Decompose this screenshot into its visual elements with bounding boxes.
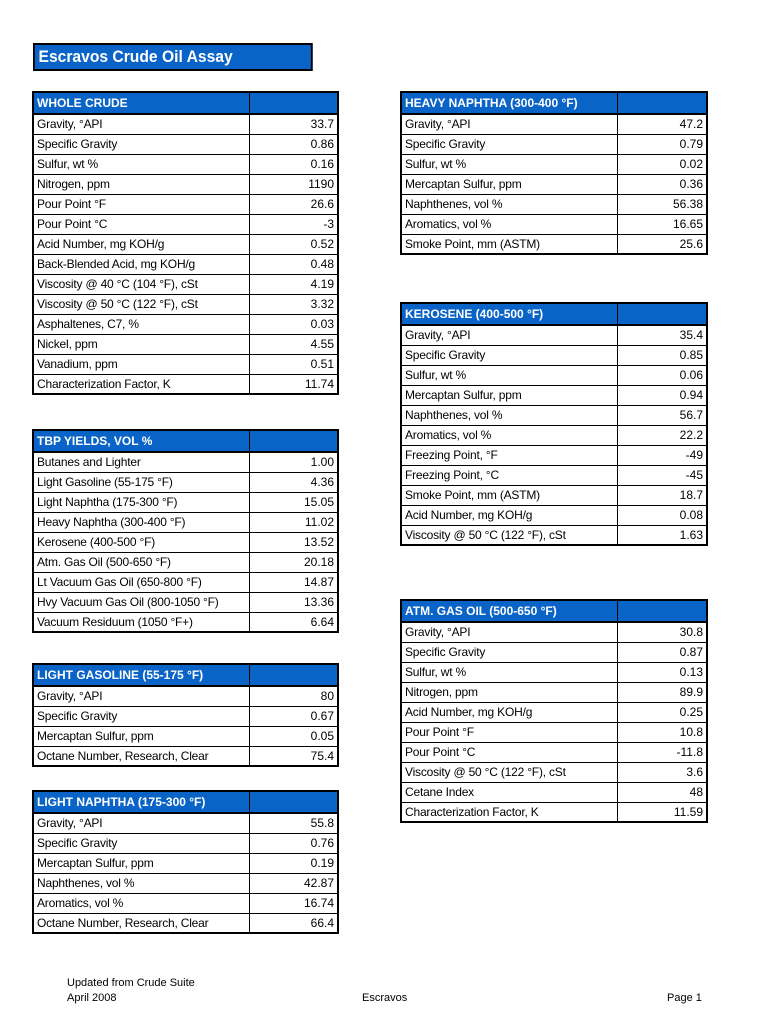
table-header-row	[401, 92, 707, 114]
property-label: Specific Gravity	[33, 134, 249, 154]
property-value: 11.74	[249, 374, 338, 394]
property-label: Asphaltenes, C7, %	[33, 314, 249, 334]
table-row	[401, 802, 707, 822]
table-row	[33, 154, 338, 174]
table-row	[33, 572, 338, 592]
table-header-row	[33, 430, 338, 452]
property-label: Atm. Gas Oil (500-650 °F)	[33, 552, 249, 572]
property-value: 0.08	[617, 505, 707, 525]
table-row	[401, 642, 707, 662]
section-heading-blank	[249, 791, 338, 813]
property-label: Viscosity @ 50 °C (122 °F), cSt	[33, 294, 249, 314]
property-value: 3.6	[617, 762, 707, 782]
table-row	[401, 662, 707, 682]
property-label: Pour Point °F	[33, 194, 249, 214]
table-row	[33, 893, 338, 913]
property-label: Acid Number, mg KOH/g	[33, 234, 249, 254]
property-value: 0.19	[249, 853, 338, 873]
property-label: Nitrogen, ppm	[33, 174, 249, 194]
property-value: 11.59	[617, 802, 707, 822]
property-value: 66.4	[249, 913, 338, 933]
section-heading: LIGHT GASOLINE (55-175 °F)	[33, 664, 249, 686]
table-row	[33, 746, 338, 766]
table-row	[33, 374, 338, 394]
property-value: 3.32	[249, 294, 338, 314]
property-label: Light Naphtha (175-300 °F)	[33, 492, 249, 512]
section-heading: WHOLE CRUDE	[33, 92, 249, 114]
property-label: Nitrogen, ppm	[401, 682, 617, 702]
table-row	[33, 274, 338, 294]
footer-page-number: Page 1	[667, 992, 702, 1004]
property-value: 0.25	[617, 702, 707, 722]
property-value: 10.8	[617, 722, 707, 742]
table-row	[401, 174, 707, 194]
property-label: Viscosity @ 40 °C (104 °F), cSt	[33, 274, 249, 294]
property-value: 14.87	[249, 572, 338, 592]
property-value: 13.36	[249, 592, 338, 612]
kerosene-table	[400, 302, 708, 546]
table-row	[33, 354, 338, 374]
property-value: 11.02	[249, 512, 338, 532]
property-label: Freezing Point, °C	[401, 465, 617, 485]
property-value: 42.87	[249, 873, 338, 893]
table-row	[33, 853, 338, 873]
table-row	[33, 592, 338, 612]
table-row	[401, 114, 707, 134]
table-row	[401, 722, 707, 742]
section-heading-blank	[617, 92, 707, 114]
property-value: -49	[617, 445, 707, 465]
property-value: 80	[249, 686, 338, 706]
property-value: 16.74	[249, 893, 338, 913]
table-row	[401, 702, 707, 722]
table-row	[401, 365, 707, 385]
section-heading: HEAVY NAPHTHA (300-400 °F)	[401, 92, 617, 114]
footer-center: Escravos	[362, 992, 408, 1004]
table-row	[33, 254, 338, 274]
section-heading-blank	[249, 664, 338, 686]
table-header-row	[401, 600, 707, 622]
property-value: 0.16	[249, 154, 338, 174]
property-label: Smoke Point, mm (ASTM)	[401, 234, 617, 254]
property-value: 75.4	[249, 746, 338, 766]
table-header-row	[33, 791, 338, 813]
property-value: 48	[617, 782, 707, 802]
property-label: Aromatics, vol %	[401, 214, 617, 234]
table-row	[33, 913, 338, 933]
section-heading-blank	[617, 303, 707, 325]
table-row	[401, 134, 707, 154]
property-value: 16.65	[617, 214, 707, 234]
property-value: 0.67	[249, 706, 338, 726]
property-label: Sulfur, wt %	[401, 154, 617, 174]
property-value: 18.7	[617, 485, 707, 505]
property-label: Naphthenes, vol %	[401, 194, 617, 214]
light-naphtha-table	[32, 790, 339, 934]
table-row	[33, 492, 338, 512]
property-value: 0.87	[617, 642, 707, 662]
table-row	[33, 234, 338, 254]
property-label: Specific Gravity	[401, 134, 617, 154]
property-label: Vacuum Residuum (1050 °F+)	[33, 612, 249, 632]
table-row	[33, 612, 338, 632]
property-value: 0.52	[249, 234, 338, 254]
property-value: 0.85	[617, 345, 707, 365]
table-row	[33, 194, 338, 214]
table-row	[401, 485, 707, 505]
property-label: Aromatics, vol %	[401, 425, 617, 445]
property-value: 0.06	[617, 365, 707, 385]
property-value: 1.63	[617, 525, 707, 545]
footer-updated-line2: April 2008	[67, 992, 117, 1004]
property-label: Back-Blended Acid, mg KOH/g	[33, 254, 249, 274]
property-label: Light Gasoline (55-175 °F)	[33, 472, 249, 492]
heavy-naphtha-table	[400, 91, 708, 255]
property-value: 89.9	[617, 682, 707, 702]
property-label: Gravity, °API	[33, 114, 249, 134]
table-row	[33, 472, 338, 492]
property-value: 30.8	[617, 622, 707, 642]
property-label: Gravity, °API	[401, 114, 617, 134]
property-label: Acid Number, mg KOH/g	[401, 702, 617, 722]
property-label: Characterization Factor, K	[401, 802, 617, 822]
table-row	[401, 425, 707, 445]
section-heading-blank	[249, 430, 338, 452]
table-row	[401, 782, 707, 802]
property-label: Characterization Factor, K	[33, 374, 249, 394]
property-label: Nickel, ppm	[33, 334, 249, 354]
table-header-row	[401, 303, 707, 325]
light-gasoline-table	[32, 663, 339, 767]
property-label: Smoke Point, mm (ASTM)	[401, 485, 617, 505]
table-row	[33, 833, 338, 853]
table-row	[401, 385, 707, 405]
property-label: Butanes and Lighter	[33, 452, 249, 472]
table-row	[33, 452, 338, 472]
table-row	[33, 314, 338, 334]
property-label: Pour Point °C	[401, 742, 617, 762]
table-header-row	[33, 664, 338, 686]
property-value: 55.8	[249, 813, 338, 833]
property-label: Gravity, °API	[33, 686, 249, 706]
table-header-row	[33, 92, 338, 114]
table-row	[401, 194, 707, 214]
table-row	[33, 174, 338, 194]
table-row	[401, 682, 707, 702]
property-value: 0.02	[617, 154, 707, 174]
property-label: Gravity, °API	[401, 325, 617, 345]
property-label: Sulfur, wt %	[33, 154, 249, 174]
property-value: 0.79	[617, 134, 707, 154]
table-row	[33, 813, 338, 833]
property-label: Mercaptan Sulfur, ppm	[33, 726, 249, 746]
property-label: Naphthenes, vol %	[33, 873, 249, 893]
table-row	[33, 686, 338, 706]
table-row	[401, 742, 707, 762]
table-row	[401, 622, 707, 642]
property-label: Mercaptan Sulfur, ppm	[401, 385, 617, 405]
property-label: Octane Number, Research, Clear	[33, 746, 249, 766]
property-value: 0.13	[617, 662, 707, 682]
property-value: 0.48	[249, 254, 338, 274]
table-row	[33, 214, 338, 234]
property-value: 1190	[249, 174, 338, 194]
property-label: Pour Point °C	[33, 214, 249, 234]
table-row	[33, 294, 338, 314]
property-value: 4.19	[249, 274, 338, 294]
table-row	[33, 552, 338, 572]
table-row	[401, 505, 707, 525]
section-heading: TBP YIELDS, VOL %	[33, 430, 249, 452]
property-label: Octane Number, Research, Clear	[33, 913, 249, 933]
property-label: Cetane Index	[401, 782, 617, 802]
property-value: 35.4	[617, 325, 707, 345]
property-label: Hvy Vacuum Gas Oil (800-1050 °F)	[33, 592, 249, 612]
property-label: Gravity, °API	[33, 813, 249, 833]
property-value: 1.00	[249, 452, 338, 472]
table-row	[33, 706, 338, 726]
section-heading: KEROSENE (400-500 °F)	[401, 303, 617, 325]
property-label: Sulfur, wt %	[401, 365, 617, 385]
property-value: 25.6	[617, 234, 707, 254]
section-heading-blank	[617, 600, 707, 622]
document-title-text: Escravos Crude Oil Assay	[38, 47, 233, 66]
property-label: Freezing Point, °F	[401, 445, 617, 465]
property-value: 0.05	[249, 726, 338, 746]
whole-crude-table	[32, 91, 339, 395]
table-row	[33, 726, 338, 746]
table-row	[33, 334, 338, 354]
table-row	[33, 532, 338, 552]
table-row	[401, 465, 707, 485]
table-row	[33, 873, 338, 893]
property-label: Gravity, °API	[401, 622, 617, 642]
property-label: Sulfur, wt %	[401, 662, 617, 682]
property-label: Pour Point °F	[401, 722, 617, 742]
property-value: 26.6	[249, 194, 338, 214]
property-value: 33.7	[249, 114, 338, 134]
property-value: -45	[617, 465, 707, 485]
property-label: Viscosity @ 50 °C (122 °F), cSt	[401, 525, 617, 545]
property-label: Specific Gravity	[33, 833, 249, 853]
table-row	[401, 234, 707, 254]
property-label: Kerosene (400-500 °F)	[33, 532, 249, 552]
property-value: 15.05	[249, 492, 338, 512]
property-label: Specific Gravity	[33, 706, 249, 726]
table-row	[401, 525, 707, 545]
property-label: Viscosity @ 50 °C (122 °F), cSt	[401, 762, 617, 782]
property-label: Heavy Naphtha (300-400 °F)	[33, 512, 249, 532]
property-value: 13.52	[249, 532, 338, 552]
property-value: 20.18	[249, 552, 338, 572]
property-label: Mercaptan Sulfur, ppm	[33, 853, 249, 873]
table-row	[401, 154, 707, 174]
property-label: Specific Gravity	[401, 345, 617, 365]
property-label: Specific Gravity	[401, 642, 617, 662]
section-heading: LIGHT NAPHTHA (175-300 °F)	[33, 791, 249, 813]
property-value: 56.38	[617, 194, 707, 214]
table-row	[401, 762, 707, 782]
table-row	[401, 345, 707, 365]
table-row	[33, 134, 338, 154]
property-label: Mercaptan Sulfur, ppm	[401, 174, 617, 194]
property-value: 0.86	[249, 134, 338, 154]
table-row	[401, 405, 707, 425]
property-value: -11.8	[617, 742, 707, 762]
property-value: 0.51	[249, 354, 338, 374]
property-label: Acid Number, mg KOH/g	[401, 505, 617, 525]
property-value: 6.64	[249, 612, 338, 632]
section-heading-blank	[249, 92, 338, 114]
property-value: 22.2	[617, 425, 707, 445]
footer-updated	[67, 976, 195, 1006]
property-value: 56.7	[617, 405, 707, 425]
property-value: 47.2	[617, 114, 707, 134]
atm-gas-oil-table	[400, 599, 708, 823]
table-row	[33, 512, 338, 532]
property-value: 4.55	[249, 334, 338, 354]
property-value: 0.94	[617, 385, 707, 405]
property-value: 0.36	[617, 174, 707, 194]
document-title	[33, 43, 313, 71]
footer-updated-line1: Updated from Crude Suite	[67, 977, 195, 989]
section-heading: ATM. GAS OIL (500-650 °F)	[401, 600, 617, 622]
property-label: Naphthenes, vol %	[401, 405, 617, 425]
table-row	[401, 445, 707, 465]
property-value: 4.36	[249, 472, 338, 492]
table-row	[401, 325, 707, 345]
property-value: -3	[249, 214, 338, 234]
table-row	[401, 214, 707, 234]
table-row	[33, 114, 338, 134]
property-value: 0.76	[249, 833, 338, 853]
property-label: Aromatics, vol %	[33, 893, 249, 913]
property-label: Vanadium, ppm	[33, 354, 249, 374]
property-label: Lt Vacuum Gas Oil (650-800 °F)	[33, 572, 249, 592]
property-value: 0.03	[249, 314, 338, 334]
tbp-yields-table	[32, 429, 339, 633]
